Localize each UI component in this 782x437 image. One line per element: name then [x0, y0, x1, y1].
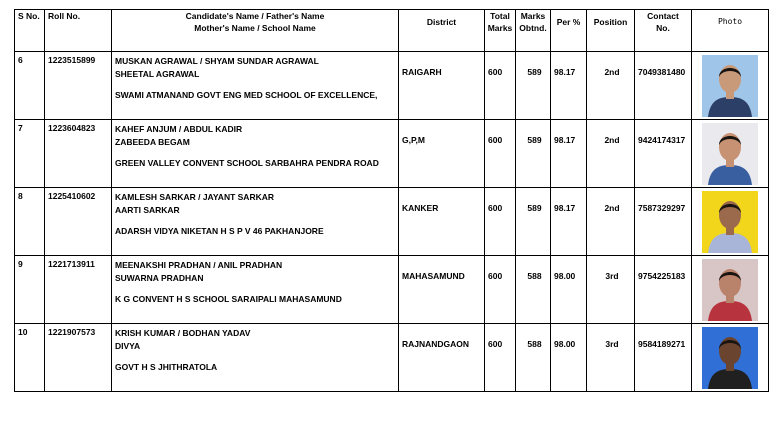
total-cell: [485, 188, 516, 256]
percent-cell: [551, 52, 587, 120]
position-value: 3rd: [605, 339, 619, 349]
roll-cell: [45, 324, 112, 392]
sno-cell: [15, 52, 45, 120]
table-row: [15, 256, 769, 324]
roll-no-value: 1223604823: [48, 123, 96, 133]
photo-cell: [692, 120, 769, 188]
school-name: GREEN VALLEY CONVENT SCHOOL SARBAHRA PENDRA ROAD: [115, 158, 379, 168]
district-value: MAHASAMUND: [402, 271, 465, 281]
position-cell: [587, 120, 635, 188]
header-total-marks: [485, 10, 516, 52]
contact-value: 9754225183: [638, 271, 686, 281]
percent-value: 98.17: [554, 135, 576, 145]
roll-cell: [45, 188, 112, 256]
contact-cell: [635, 324, 692, 392]
header-contact-line2: No.: [656, 23, 670, 33]
marks-obtained-value: 589: [527, 203, 542, 213]
total-marks-value: 600: [488, 67, 503, 77]
sno-cell: [15, 188, 45, 256]
header-total-line1: Total: [490, 11, 510, 21]
sno-cell: [15, 324, 45, 392]
obtained-cell: [516, 256, 551, 324]
table-row: [15, 188, 769, 256]
header-contact: [635, 10, 692, 52]
sno-value: 7: [18, 123, 23, 133]
candidate-father-name: KAHEF ANJUM / ABDUL KADIR: [115, 124, 243, 134]
total-cell: [485, 120, 516, 188]
percent-cell: [551, 324, 587, 392]
header-sno: S No.: [15, 10, 45, 52]
header-district: District: [399, 10, 485, 52]
district-value: RAJNANDGAON: [402, 339, 470, 349]
roll-cell: [45, 256, 112, 324]
marks-obtained-value: 589: [527, 67, 542, 77]
position-value: 3rd: [605, 271, 619, 281]
photo-cell: [692, 324, 769, 392]
obtained-cell: [516, 120, 551, 188]
roll-no-value: 1221713911: [48, 259, 95, 269]
district-cell: [399, 52, 485, 120]
mother-name: DIVYA: [115, 341, 141, 351]
percent-value: 98.17: [554, 67, 576, 77]
header-roll-no: Roll No.: [45, 10, 112, 52]
student-photo: [702, 259, 758, 321]
district-cell: [399, 188, 485, 256]
percent-value: 98.00: [554, 271, 576, 281]
header-photo: Photo: [692, 10, 769, 52]
contact-value: 7049381480: [638, 67, 686, 77]
roll-no-value: 1223515899: [48, 55, 96, 65]
header-percent: Per %: [551, 10, 587, 52]
percent-value: 98.00: [554, 339, 576, 349]
marks-obtained-value: 588: [527, 271, 542, 281]
position-value: 2nd: [604, 135, 620, 145]
total-cell: [485, 52, 516, 120]
name-cell: [112, 256, 399, 324]
percent-cell: [551, 188, 587, 256]
candidate-father-name: MUSKAN AGRAWAL / SHYAM SUNDAR AGRAWAL: [115, 56, 319, 66]
header-contact-line1: Contact: [647, 11, 679, 21]
school-name: ADARSH VIDYA NIKETAN H S P V 46 PAKHANJORE: [115, 226, 324, 236]
school-name: K G CONVENT H S SCHOOL SARAIPALI MAHASAMUND: [115, 294, 342, 304]
school-name: GOVT H S JHITHRATOLA: [115, 362, 218, 372]
contact-cell: [635, 256, 692, 324]
name-cell: [112, 120, 399, 188]
sno-value: 6: [18, 55, 23, 65]
sno-cell: [15, 120, 45, 188]
candidate-father-name: KAMLESH SARKAR / JAYANT SARKAR: [115, 192, 275, 202]
school-name: SWAMI ATMANAND GOVT ENG MED SCHOOL OF EXCELLENCE,: [115, 90, 378, 100]
mother-name: SUWARNA PRADHAN: [115, 273, 204, 283]
photo-cell: [692, 188, 769, 256]
contact-value: 7587329297: [638, 203, 686, 213]
roll-cell: [45, 52, 112, 120]
sno-value: 9: [18, 259, 23, 269]
header-name-line1: Candidate's Name / Father's Name: [185, 11, 325, 21]
roll-no-value: 1225410602: [48, 191, 96, 201]
candidate-father-name: KRISH KUMAR / BODHAN YADAV: [115, 328, 251, 338]
mother-name: AARTI SARKAR: [115, 205, 180, 215]
obtained-cell: [516, 52, 551, 120]
contact-cell: [635, 188, 692, 256]
table-row: [15, 52, 769, 120]
student-photo: [702, 327, 758, 389]
student-photo-image: [702, 191, 758, 253]
student-photo-image: [702, 327, 758, 389]
header-row: [15, 10, 769, 52]
total-marks-value: 600: [488, 339, 503, 349]
marks-obtained-value: 589: [527, 135, 542, 145]
percent-cell: [551, 120, 587, 188]
position-value: 2nd: [604, 203, 620, 213]
mother-name: SHEETAL AGRAWAL: [115, 69, 200, 79]
district-cell: [399, 120, 485, 188]
mother-name: ZABEEDA BEGAM: [115, 137, 190, 147]
student-photo: [702, 123, 758, 185]
district-value: RAIGARH: [402, 67, 442, 77]
header-total-line2: Marks: [487, 23, 513, 33]
position-cell: [587, 324, 635, 392]
district-cell: [399, 256, 485, 324]
name-cell: [112, 52, 399, 120]
total-marks-value: 600: [488, 135, 503, 145]
total-cell: [485, 324, 516, 392]
position-cell: [587, 256, 635, 324]
header-position: Position: [587, 10, 635, 52]
position-value: 2nd: [604, 67, 620, 77]
header-candidate-name: [112, 10, 399, 52]
header-obt-line2: Obtnd.: [519, 23, 547, 33]
percent-value: 98.17: [554, 203, 576, 213]
position-cell: [587, 52, 635, 120]
sno-cell: [15, 256, 45, 324]
name-cell: [112, 324, 399, 392]
district-cell: [399, 324, 485, 392]
header-name-line2: Mother's Name / School Name: [194, 23, 316, 33]
student-photo-image: [702, 55, 758, 117]
student-photo-image: [702, 259, 758, 321]
percent-cell: [551, 256, 587, 324]
header-obt-line1: Marks: [520, 11, 546, 21]
table-row: [15, 120, 769, 188]
student-photo: [702, 55, 758, 117]
name-cell: [112, 188, 399, 256]
photo-cell: [692, 256, 769, 324]
marks-obtained-value: 588: [527, 339, 542, 349]
total-marks-value: 600: [488, 203, 503, 213]
roll-no-value: 1221907573: [48, 327, 96, 337]
photo-cell: [692, 52, 769, 120]
contact-cell: [635, 52, 692, 120]
candidate-father-name: MEENAKSHI PRADHAN / ANIL PRADHAN: [115, 260, 283, 270]
district-value: G,P,M: [402, 135, 425, 145]
contact-cell: [635, 120, 692, 188]
student-photo: [702, 191, 758, 253]
merit-list-table: [14, 9, 769, 392]
obtained-cell: [516, 324, 551, 392]
sno-value: 10: [18, 327, 28, 337]
total-cell: [485, 256, 516, 324]
total-marks-value: 600: [488, 271, 503, 281]
header-marks-obtained: [516, 10, 551, 52]
contact-value: 9584189271: [638, 339, 686, 349]
contact-value: 9424174317: [638, 135, 686, 145]
district-value: KANKER: [402, 203, 439, 213]
sno-value: 8: [18, 191, 23, 201]
obtained-cell: [516, 188, 551, 256]
roll-cell: [45, 120, 112, 188]
position-cell: [587, 188, 635, 256]
student-photo-image: [702, 123, 758, 185]
table-row: [15, 324, 769, 392]
